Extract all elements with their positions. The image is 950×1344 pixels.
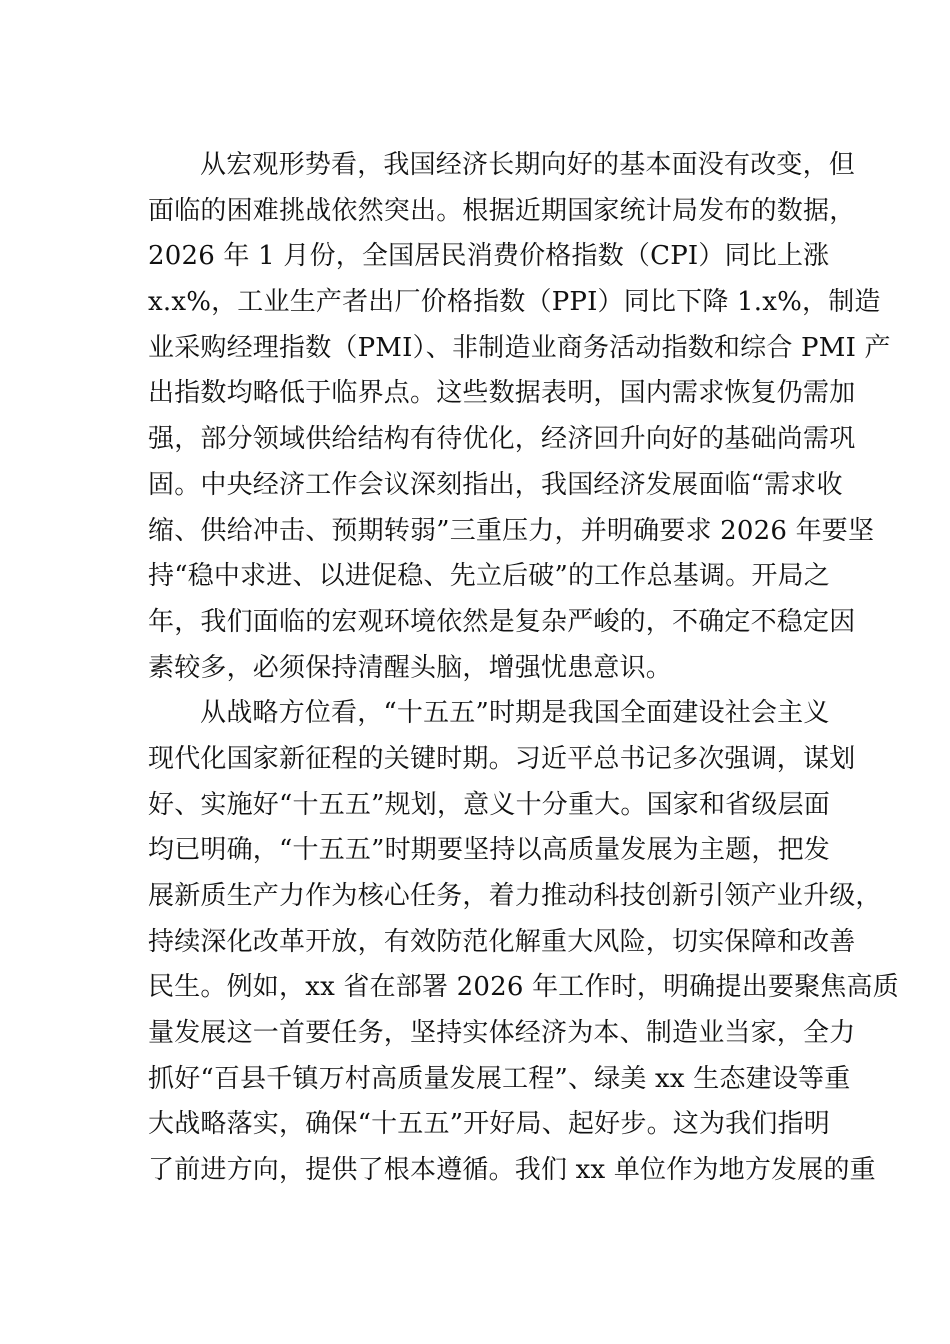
text-line: 现代化国家新征程的关键时期。习近平总书记多次强调，谋划 <box>148 743 856 774</box>
document-body <box>148 143 899 1194</box>
text-line: 均已明确，“十五五”时期要坚持以高质量发展为主题，把发 <box>148 835 830 866</box>
paragraph-macro-situation <box>148 143 891 691</box>
text-line: 了前进方向，提供了根本遵循。我们 xx 单位作为地方发展的重 <box>148 1155 876 1186</box>
text-line: 缩、供给冲击、预期转弱”三重压力，并明确要求 2026 年要坚 <box>148 515 875 546</box>
text-line: 从宏观形势看，我国经济长期向好的基本面没有改变，但 <box>200 150 856 180</box>
text-line: 大战略落实，确保“十五五”开好局、起好步。这为我们指明 <box>148 1109 830 1140</box>
text-line: 固。中央经济工作会议深刻指出，我国经济发展面临“需求收 <box>148 469 843 500</box>
text-line: 抓好“百县千镇万村高质量发展工程”、绿美 xx 生态建设等重 <box>148 1063 851 1094</box>
text-line: 民生。例如，xx 省在部署 2026 年工作时，明确提出要聚焦高质 <box>148 972 899 1003</box>
text-line: 年，我们面临的宏观环境依然是复杂严峻的，不确定不稳定因 <box>148 606 856 637</box>
text-line: 业采购经理指数（PMI）、非制造业商务活动指数和综合 PMI 产 <box>148 332 891 363</box>
text-line: 展新质生产力作为核心任务，着力推动科技创新引领产业升级， <box>148 881 882 911</box>
text-line: 量发展这一首要任务，坚持实体经济为本、制造业当家，全力 <box>148 1018 856 1049</box>
text-line: x.x%，工业生产者出厂价格指数（PPI）同比下降 1.x%，制造 <box>148 287 881 318</box>
text-line: 出指数均略低于临界点。这些数据表明，国内需求恢复仍需加 <box>148 378 856 409</box>
text-line: 从战略方位看，“十五五”时期是我国全面建设社会主义 <box>200 698 830 729</box>
text-line: 2026 年 1 月份，全国居民消费价格指数（CPI）同比上涨 <box>148 241 830 272</box>
paragraph-strategic-position <box>148 691 899 1194</box>
text-line: 面临的困难挑战依然突出。根据近期国家统计局发布的数据， <box>148 195 856 226</box>
text-line: 素较多，必须保持清醒头脑，增强忧患意识。 <box>148 652 673 683</box>
text-line: 持续深化改革开放，有效防范化解重大风险，切实保障和改善 <box>148 926 856 957</box>
text-line: 好、实施好“十五五”规划，意义十分重大。国家和省级层面 <box>148 789 830 820</box>
text-line: 强，部分领域供给结构有待优化，经济回升向好的基础尚需巩 <box>148 424 856 455</box>
text-line: 持“稳中求进、以进促稳、先立后破”的工作总基调。开局之 <box>148 561 830 592</box>
